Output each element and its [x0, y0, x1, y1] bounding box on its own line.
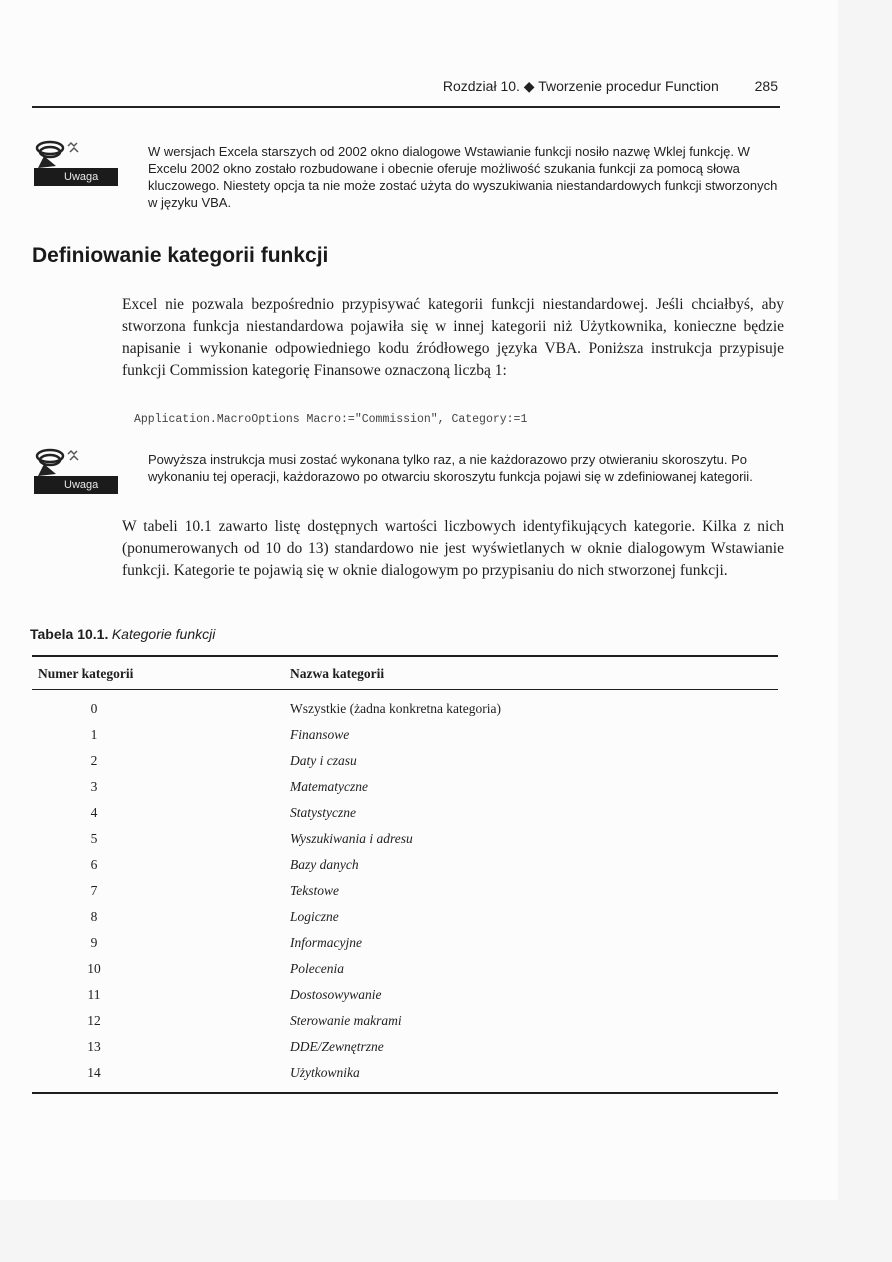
note-icon	[34, 138, 120, 186]
table-row	[32, 753, 778, 779]
table-header-rule	[32, 689, 778, 690]
category-name: Statystyczne	[290, 805, 356, 820]
body-paragraph: Excel nie pozwala bezpośrednio przypisywać kategorii funkcji niestandardowej. Jeśli chciałbyś, aby stworzona funkcja niestandardowa pojawiła się w innej kategorii niż Użytkownika, konieczne będzie napisanie i wykonanie odpowiedniego kodu źródłowego języka VBA. Poniższa instrukcja przypisuje funkcji Commission kategorię Finansowe oznaczoną liczbą 1:	[122, 296, 784, 379]
table-row	[32, 831, 778, 857]
table-top-rule	[32, 655, 778, 657]
section-heading: Definiowanie kategorii funkcji	[32, 244, 329, 267]
note-badge: Uwaga	[34, 168, 118, 186]
table-caption-text: Kategorie funkcji	[111, 626, 216, 642]
category-name: Finansowe	[290, 727, 350, 742]
running-header	[34, 78, 778, 95]
table-caption	[30, 626, 215, 644]
code-line: Application.MacroOptions Macro:="Commission", Category:=1	[134, 413, 528, 426]
category-number: 11	[87, 987, 101, 1002]
running-title: Rozdział 10. ◆ Tworzenie procedur Function	[442, 78, 719, 94]
paper-clip-icon	[34, 138, 94, 170]
category-name: Sterowanie makrami	[290, 1013, 402, 1028]
category-name: Informacyjne	[290, 935, 362, 950]
table-bottom-rule	[32, 1092, 778, 1094]
page-number: 285	[754, 78, 778, 94]
category-number: 8	[90, 909, 98, 924]
table-row	[32, 727, 778, 753]
category-name: Matematyczne	[290, 779, 368, 794]
category-number: 4	[90, 805, 98, 820]
table-row	[32, 1013, 778, 1039]
category-name: Tekstowe	[290, 883, 340, 898]
note-badge: Uwaga	[34, 476, 118, 494]
table-row	[32, 857, 778, 883]
table-header-name: Nazwa kategorii	[290, 666, 385, 681]
table-row	[32, 935, 778, 961]
category-number: 3	[90, 779, 98, 794]
note-text: W wersjach Excela starszych od 2002 okno dialogowe Wstawianie funkcji nosiło nazwę Wklej funkcję. W Excelu 2002 okno zostało rozbudowane i obecnie oferuje możliwość szukania funkcji za pomocą słowa kluczowego. Niestety opcja ta nie może zostać użyta do wyszukiwania niestandardowych funkcji stworzonych w języku VBA.	[148, 144, 778, 210]
category-name: Wszystkie (żadna konkretna kategoria)	[290, 701, 502, 716]
table-row	[32, 1065, 778, 1091]
category-name: Dostosowywanie	[290, 987, 382, 1002]
table-row	[32, 883, 778, 909]
body-paragraph: W tabeli 10.1 zawarto listę dostępnych wartości liczbowych identyfikujących kategorie. Kilka z nich (ponumerowanych od 10 do 13) standardowo nie jest wyświetlanych w oknie dialogowym Wstawianie funkcji. Kategorie te pojawią się w oknie dialogowym po przypisaniu do nich stworzonej funkcji.	[122, 518, 784, 579]
table-row	[32, 909, 778, 935]
table-row	[32, 961, 778, 987]
category-number: 13	[87, 1039, 101, 1054]
category-number: 10	[87, 961, 101, 976]
category-number: 0	[90, 701, 98, 716]
category-number: 6	[90, 857, 98, 872]
category-number: 9	[90, 935, 98, 950]
category-number: 1	[90, 727, 98, 742]
paper-clip-icon	[34, 446, 94, 478]
category-name: Bazy danych	[290, 857, 359, 872]
table-row	[32, 987, 778, 1013]
category-name: Użytkownika	[290, 1065, 360, 1080]
note-icon	[34, 446, 120, 494]
category-name: Wyszukiwania i adresu	[290, 831, 413, 846]
category-name: Polecenia	[290, 961, 344, 976]
table-row	[32, 1039, 778, 1065]
category-number: 5	[90, 831, 98, 846]
category-number: 12	[87, 1013, 101, 1028]
table-header-number: Numer kategorii	[38, 666, 134, 681]
table-row	[32, 779, 778, 805]
category-number: 2	[90, 753, 98, 768]
category-name: Logiczne	[290, 909, 339, 924]
category-name: DDE/Zewnętrzne	[290, 1039, 384, 1054]
table-row	[32, 701, 778, 727]
note-text: Powyższa instrukcja musi zostać wykonana tylko raz, a nie każdorazowo przy otwieraniu skoroszytu. Po wykonaniu tej operacji, każdorazowo po otwarciu skoroszytu funkcja pojawi się w zdefiniowanej kategorii.	[148, 452, 753, 484]
category-name: Daty i czasu	[290, 753, 357, 768]
table-caption-label: Tabela 10.1.	[30, 626, 109, 642]
category-number: 14	[87, 1065, 101, 1080]
header-rule	[32, 106, 780, 108]
category-number: 7	[90, 883, 98, 898]
table-row	[32, 805, 778, 831]
